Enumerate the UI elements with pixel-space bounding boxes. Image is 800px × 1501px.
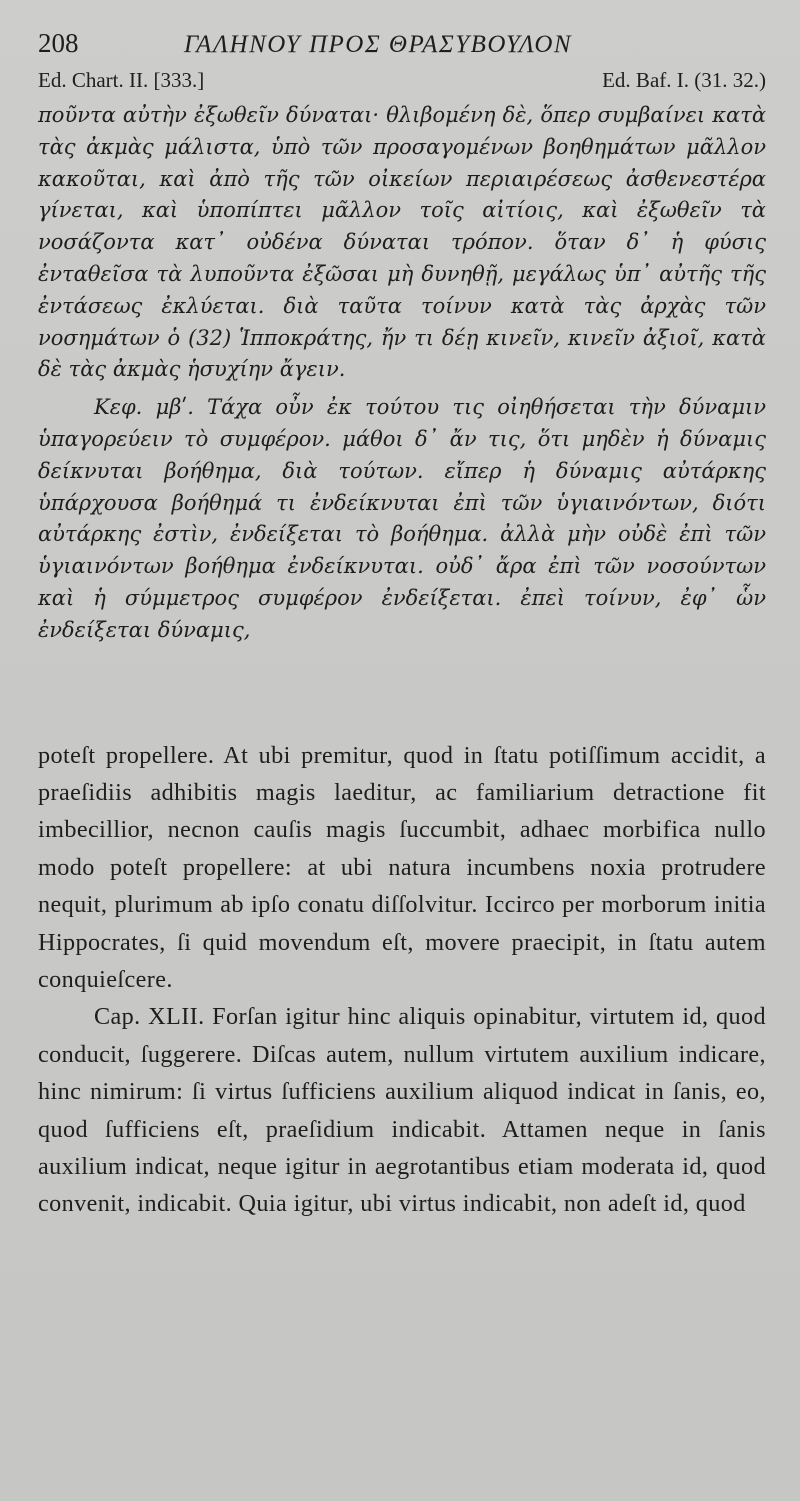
- edition-right: Ed. Baf. I. (31. 32.): [602, 68, 766, 92]
- latin-paragraph-1: poteſt propellere. At ubi premitur, quod in ſtatu potiſſimum accidit, a praeſidiis adhibitis magis laeditur, ac familiarium detractione fit imbecillior, necnon cauſis magis ſuccumbit, adhaec morbifica nullo modo poteſt propellere: at ubi natura incumbens noxia protrudere nequit, plurimum ab ipſo conatu diſſolvitur. Iccirco per morborum initia Hippocrates, ſi quid movendum eſt, movere praecipit, in ſtatu autem conquieſcere.: [38, 741, 766, 993]
- greek-paragraph-2: Κεφ. μβʹ. Τάχα οὖν ἐκ τούτου τις οἰηθήσεται τὴν δύναμιν ὑπαγορεύειν τὸ συμφέρον. μάθοι δ᾽ ἄν τις, ὅτι μηδὲν ἡ δύναμις δείκνυται βοήθημα, διὰ τούτων. εἴπερ ἡ δύναμις αὐτάρκης ὑπάρχουσα βοήθημά τι ἐνδείκνυται ἐπὶ τῶν ὑγιαινόντων, διότι αὐτάρκης ἐστὶν, ἐνδείξεται τὸ βοήθημα. ἀλλὰ μὴν οὐδὲ ἐπὶ τῶν ὑγιαινόντων βοήθημα ἐνδείκνυται. οὐδ᾽ ἄρα ἐπὶ τῶν νοσούντων καὶ ἡ σύμμετρος συμφέρον ἐνδείξεται. ἐπεὶ τοίνυν, ἐφ᾽ ὧν ἐνδείξεται δύναμις,: [38, 395, 766, 642]
- greek-paragraph-1: ποῦντα αὐτὴν ἐξωθεῖν δύναται· θλιβομένη δὲ, ὅπερ συμβαίνει κατὰ τὰς ἀκμὰς μάλιστα, ὑπὸ τῶν προσαγομένων βοηθημάτων μᾶλλον κακοῦται, καὶ ἀπὸ τῆς τῶν οἰκείων περιαιρέσεως ἀσθενεστέρα γίνεται, καὶ ὑποπίπτει μᾶλλον τοῖς αἰτίοις, καὶ ἐξωθεῖν τὰ νοσάζοντα κατ᾽ οὐδένα δύναται τρόπον. ὅταν δ᾽ ἡ φύσις ἐνταθεῖσα τὰ λυποῦντα ἐξῶσαι μὴ δυνηθῇ, μεγάλως ὑπ᾽ αὐτῆς τῆς ἐντάσεως ἐκλύεται. διὰ ταῦτα τοίνυν κατὰ τὰς ἀρχὰς τῶν νοσημάτων ὁ (32) Ἱπποκράτης, ἤν τι δέῃ κινεῖν, κινεῖν ἀξιοῖ, κατὰ δὲ τὰς ἀκμὰς ἡσυχίην ἄγειν.: [38, 103, 766, 382]
- latin-paragraph-2: Cap. XLII. Forſan igitur hinc aliquis opinabitur, virtutem id, quod conducit, ſuggerere. Diſcas autem, nullum virtutem auxilium indicare, hinc nimirum: ſi virtus ſufficiens auxilium aliquod indicat in ſanis, eo, quod ſufficiens eſt, praeſidium indicabit. Attamen neque in ſanis auxilium indicat, neque igitur in aegrotantibus etiam moderata id, quod convenit, indicabit. Quia igitur, ubi virtus indicabit, non adeſt id, quod: [38, 1003, 766, 1218]
- column-gap: [38, 647, 766, 737]
- latin-text-block: [38, 737, 766, 1223]
- running-head: [38, 28, 766, 66]
- greek-text-block: [38, 100, 766, 647]
- edition-left: Ed. Chart. II. [333.]: [38, 68, 205, 92]
- page-number: 208: [38, 28, 79, 58]
- edition-line: [38, 68, 766, 100]
- running-title: ΓΑΛΗΝΟΥ ΠΡΟΣ ΘΡΑΣΥΒΟΥΛΟΝ: [184, 31, 573, 58]
